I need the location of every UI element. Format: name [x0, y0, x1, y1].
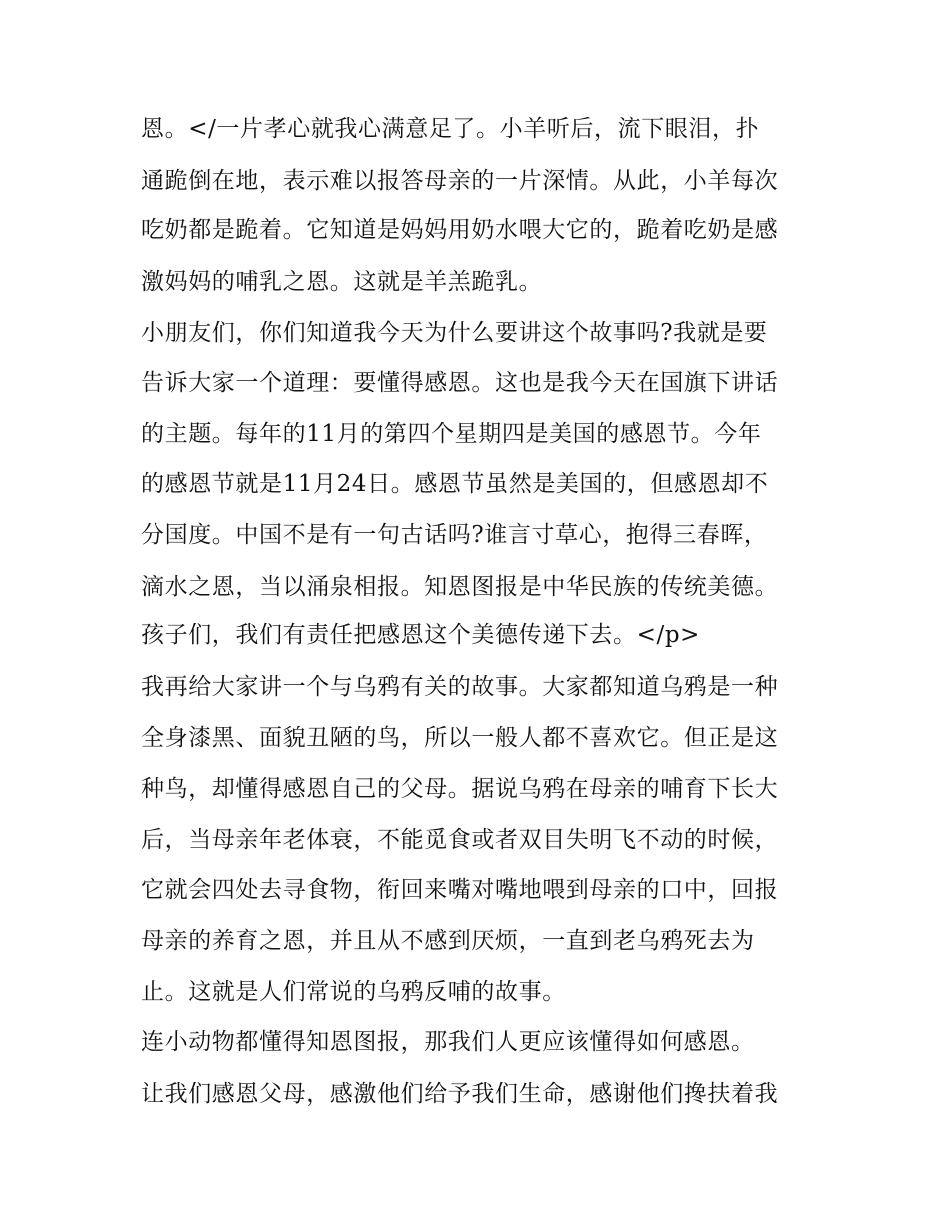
text-line: 让我们感恩父母，感激他们给予我们生命，感谢他们搀扶着我 — [141, 1081, 779, 1107]
text-line: 全身漆黑、面貌丑陋的鸟，所以一般人都不喜欢它。但正是这 — [141, 725, 779, 751]
text-line: 的主题。每年的11月的第四个星期四是美国的感恩节。今年 — [141, 421, 762, 447]
text-line: 它就会四处去寻食物，衔回来嘴对嘴地喂到母亲的口中，回报 — [141, 877, 779, 903]
text-line: 告诉大家一个道理：要懂得感恩。这也是我今天在国旗下讲话 — [141, 370, 779, 396]
text-line: 孩子们，我们有责任把感恩这个美德传递下去。</p> — [141, 622, 701, 648]
text-line: 我再给大家讲一个与乌鸦有关的故事。大家都知道乌鸦是一种 — [141, 674, 779, 700]
text-line: 母亲的养育之恩，并且从不感到厌烦，一直到老乌鸦死去为 — [141, 928, 755, 954]
text-line: 后，当母亲年老体衰，不能觅食或者双目失明飞不动的时候， — [141, 827, 779, 853]
text-line: 连小动物都懂得知恩图报，那我们人更应该懂得如何感恩。 — [141, 1029, 755, 1055]
text-line: 吃奶都是跪着。它知道是妈妈用奶水喂大它的，跪着吃奶是感 — [141, 217, 779, 243]
text-line: 分国度。中国不是有一句古话吗?谁言寸草心，抱得三春晖， — [141, 522, 768, 548]
text-line: 的感恩节就是11月24日。感恩节虽然是美国的，但感恩却不 — [141, 471, 769, 497]
text-line: 种鸟，却懂得感恩自己的父母。据说乌鸦在母亲的哺育下长大 — [141, 776, 779, 802]
text-line: 通跪倒在地，表示难以报答母亲的一片深情。从此，小羊每次 — [141, 168, 779, 194]
text-line: 恩。</一片孝心就我心满意足了。小羊听后，流下眼泪，扑 — [141, 116, 760, 142]
text-line: 止。这就是人们常说的乌鸦反哺的故事。 — [141, 979, 566, 1005]
text-line: 滴水之恩，当以涌泉相报。知恩图报是中华民族的传统美德。 — [141, 574, 779, 600]
text-line: 小朋友们，你们知道我今天为什么要讲这个故事吗?我就是要 — [141, 320, 768, 346]
text-line: 激妈妈的哺乳之恩。这就是羊羔跪乳。 — [141, 269, 543, 295]
